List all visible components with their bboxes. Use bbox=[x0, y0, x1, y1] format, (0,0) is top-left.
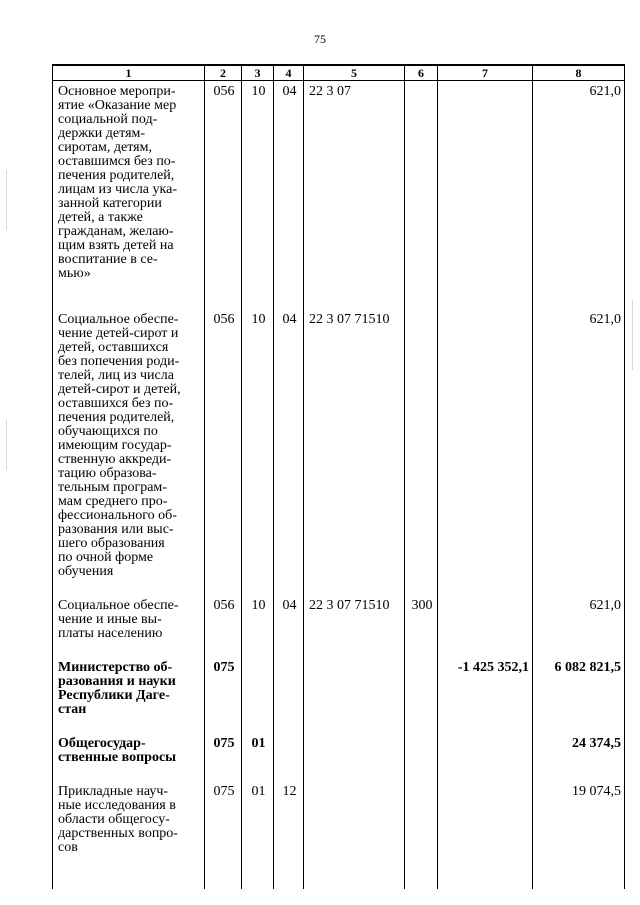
column-header: 4 bbox=[274, 65, 304, 81]
column-header: 7 bbox=[438, 65, 533, 81]
change-amount-cell bbox=[438, 733, 533, 781]
column-header: 8 bbox=[533, 65, 625, 81]
ministry-code-cell: 056 bbox=[205, 309, 242, 595]
expense-type-cell bbox=[405, 733, 438, 781]
target-article-cell bbox=[304, 781, 405, 855]
expense-type-cell bbox=[405, 781, 438, 855]
total-amount-cell: 19 074,5 bbox=[533, 781, 625, 855]
empty-cell bbox=[304, 855, 405, 889]
row-name-cell: Прикладные науч- ные исследования в области общегосу- дарственных вопро- сов bbox=[53, 781, 205, 855]
column-header: 2 bbox=[205, 65, 242, 81]
column-number-row bbox=[53, 65, 625, 81]
empty-cell bbox=[405, 855, 438, 889]
total-amount-cell: 621,0 bbox=[533, 595, 625, 657]
total-amount-cell: 24 374,5 bbox=[533, 733, 625, 781]
target-article-cell: 22 3 07 bbox=[304, 81, 405, 310]
column-header: 1 bbox=[53, 65, 205, 81]
column-header: 3 bbox=[242, 65, 274, 81]
row-name-cell: Министерство об- разования и науки Республики Даге- стан bbox=[53, 657, 205, 733]
row-name-cell: Общегосудар- ственные вопросы bbox=[53, 733, 205, 781]
change-amount-cell: -1 425 352,1 bbox=[438, 657, 533, 733]
total-amount-cell: 6 082 821,5 bbox=[533, 657, 625, 733]
subsection-code-cell bbox=[274, 733, 304, 781]
table-row bbox=[53, 595, 625, 657]
section-code-cell: 01 bbox=[242, 781, 274, 855]
target-article-cell bbox=[304, 733, 405, 781]
total-amount-cell: 621,0 bbox=[533, 309, 625, 595]
row-name-cell: Социальное обеспе- чение детей-сирот и детей, оставшихся без попечения роди- телей, лиц из числа детей-сирот и детей, оставшихся без по- печения родителей, обучающихся по имеющим государ- ственную аккреди- тацию образова- тельным програм- мам среднего про- фессионального об- разования или выс- шего образования по очной форме обучения bbox=[53, 309, 205, 595]
target-article-cell: 22 3 07 71510 bbox=[304, 595, 405, 657]
table-row bbox=[53, 781, 625, 855]
empty-cell bbox=[53, 855, 205, 889]
subsection-code-cell: 12 bbox=[274, 781, 304, 855]
expense-type-cell: 300 bbox=[405, 595, 438, 657]
total-amount-cell: 621,0 bbox=[533, 81, 625, 310]
section-code-cell: 01 bbox=[242, 733, 274, 781]
empty-cell bbox=[533, 855, 625, 889]
subsection-code-cell bbox=[274, 657, 304, 733]
column-header: 6 bbox=[405, 65, 438, 81]
row-name-cell: Социальное обеспе- чение и иные вы- платы населению bbox=[53, 595, 205, 657]
change-amount-cell bbox=[438, 595, 533, 657]
row-name-cell: Основное меропри- ятие «Оказание мер социальной под- держки детям- сиротам, детям, оставшимся без по- печения родителей, лицам из числа ука- занной категории детей, а также гражданам, желаю- щим взять детей на воспитание в се- мью» bbox=[53, 81, 205, 310]
ministry-code-cell: 075 bbox=[205, 657, 242, 733]
ministry-code-cell: 056 bbox=[205, 595, 242, 657]
section-code-cell bbox=[242, 657, 274, 733]
ministry-code-cell: 075 bbox=[205, 781, 242, 855]
empty-cell bbox=[438, 855, 533, 889]
section-code-cell: 10 bbox=[242, 595, 274, 657]
empty-cell bbox=[274, 855, 304, 889]
change-amount-cell bbox=[438, 309, 533, 595]
table-row bbox=[53, 81, 625, 310]
change-amount-cell bbox=[438, 781, 533, 855]
scan-edge-mark bbox=[6, 420, 7, 470]
subsection-code-cell: 04 bbox=[274, 595, 304, 657]
empty-cell bbox=[242, 855, 274, 889]
section-code-cell: 10 bbox=[242, 81, 274, 310]
expense-type-cell bbox=[405, 309, 438, 595]
change-amount-cell bbox=[438, 81, 533, 310]
column-header: 5 bbox=[304, 65, 405, 81]
table-row bbox=[53, 657, 625, 733]
ministry-code-cell: 075 bbox=[205, 733, 242, 781]
page-number: 75 bbox=[314, 32, 326, 46]
table-continuation bbox=[53, 855, 625, 889]
subsection-code-cell: 04 bbox=[274, 309, 304, 595]
scan-edge-mark bbox=[632, 300, 633, 370]
table-row bbox=[53, 309, 625, 595]
table-row bbox=[53, 733, 625, 781]
expense-type-cell bbox=[405, 657, 438, 733]
empty-cell bbox=[205, 855, 242, 889]
budget-table bbox=[52, 64, 625, 889]
target-article-cell: 22 3 07 71510 bbox=[304, 309, 405, 595]
ministry-code-cell: 056 bbox=[205, 81, 242, 310]
target-article-cell bbox=[304, 657, 405, 733]
subsection-code-cell: 04 bbox=[274, 81, 304, 310]
section-code-cell: 10 bbox=[242, 309, 274, 595]
scan-edge-mark bbox=[6, 170, 7, 230]
expense-type-cell bbox=[405, 81, 438, 310]
